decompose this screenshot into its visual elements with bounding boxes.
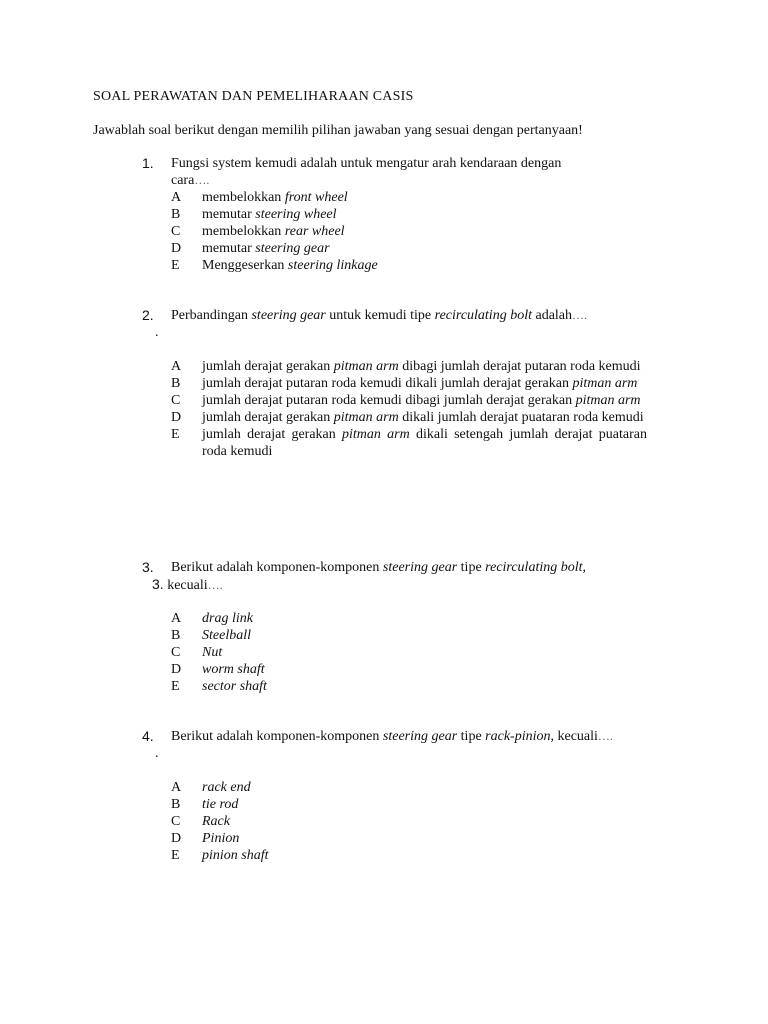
option-plain: jumlah derajat putaran roda kemudi dibagi jumlah derajat gerakan [202,393,576,408]
option-e[interactable] [171,257,647,274]
option-text: Nut [202,645,223,660]
option-italic: pitman arm [572,376,638,391]
question-number: 1. [142,155,154,171]
option-text [202,240,647,257]
option-letter: E [171,258,180,273]
question-stem [171,728,647,745]
option-text: Rack [202,814,230,829]
page-title: SOAL PERAWATAN DAN PEMELIHARAAN CASIS [93,89,414,104]
option-letter: B [171,628,181,643]
option-text: tie rod [202,797,239,812]
option-plain: Menggeserkan [202,258,288,273]
option-plain: memutar [202,207,256,222]
options-list [171,189,647,274]
option-italic: front wheel [284,190,348,205]
stem-ellipsis: …. [207,578,223,592]
question-number: 4. [142,728,154,744]
option-a[interactable] [171,358,647,375]
options-list [171,610,647,695]
stray-dot: . [155,325,159,340]
option-c[interactable] [171,392,647,409]
option-italic: pitman arm [333,410,399,425]
option-italic: rear wheel [284,224,345,239]
option-plain: dibagi jumlah derajat putaran roda kemudi [398,359,641,374]
question-number: 3. [142,559,154,575]
options-list [171,779,647,864]
option-text: sector shaft [202,679,267,694]
option-italic: steering wheel [255,207,337,222]
option-plain: membelokkan [202,224,285,239]
instruction-text: Jawablah soal berikut dengan memilih pilihan jawaban yang sesuai dengan pertanyaan! [93,123,583,138]
option-text: Steelball [202,628,251,643]
option-letter: B [171,376,181,391]
question-stem [171,155,647,189]
question-3 [142,559,647,695]
option-letter: B [171,797,181,812]
option-italic: pitman arm [333,359,399,374]
option-text [202,257,647,274]
option-b[interactable] [171,375,647,392]
option-letter: A [171,780,182,795]
option-plain: dikali setengah jumlah derajat puataran roda kemudi [202,427,647,459]
question-stem [171,559,647,576]
option-a[interactable] [171,189,647,206]
option-text: drag link [202,611,253,626]
option-a[interactable] [171,610,647,627]
option-italic: pitman arm [575,393,641,408]
option-plain: memutar [202,241,256,256]
option-e[interactable] [171,847,647,864]
question-number: 2. [142,307,154,323]
stem-text: tipe [457,560,486,575]
stray-dot: . [155,746,159,761]
option-letter: D [171,662,182,677]
option-c[interactable] [171,813,647,830]
question-stem [171,307,647,324]
option-letter: A [171,611,182,626]
option-plain: jumlah derajat gerakan [202,427,343,442]
stem-second-line [152,576,647,593]
option-d[interactable] [171,240,647,257]
stem-italic: steering gear [251,308,326,323]
option-plain: jumlah derajat gerakan [202,359,334,374]
option-e[interactable] [171,678,647,695]
option-text [202,375,647,392]
option-text: pinion shaft [202,848,269,863]
option-text [202,409,647,426]
option-d[interactable] [171,661,647,678]
stem-ellipsis: …. [597,729,613,743]
option-text [202,358,647,375]
option-text: worm shaft [202,662,265,677]
stem-ellipsis: …. [194,173,210,187]
stray-number: 3. [152,576,164,592]
stem-text: Perbandingan [171,308,252,323]
option-letter: D [171,241,182,256]
option-letter: C [171,645,181,660]
option-a[interactable] [171,779,647,796]
option-text [202,189,647,206]
stem-text: , kecuali [550,729,598,744]
option-plain: dikali jumlah derajat puataran roda kemudi [398,410,644,425]
option-plain: jumlah derajat gerakan [202,410,334,425]
option-b[interactable] [171,796,647,813]
option-letter: C [171,814,181,829]
option-d[interactable] [171,830,647,847]
option-d[interactable] [171,409,647,426]
option-b[interactable] [171,206,647,223]
stem-italic: steering gear [382,560,458,575]
option-letter: E [171,427,180,442]
option-c[interactable] [171,644,647,661]
stem-text: , [582,560,587,575]
options-list [171,358,647,460]
option-plain: membelokkan [202,190,285,205]
option-text: rack end [202,780,251,795]
option-text: Pinion [202,831,240,846]
stem-italic: recirculating bolt [485,560,583,575]
stem-text: Fungsi system kemudi adalah untuk mengatur arah kendaraan dengan [171,156,562,171]
option-letter: B [171,207,181,222]
stem-text: adalah [531,308,573,323]
question-4 [142,728,647,864]
option-plain: jumlah derajat putaran roda kemudi dikali jumlah derajat gerakan [202,376,573,391]
question-2 [142,307,647,460]
stem-text: tipe [457,729,486,744]
option-text [202,426,647,460]
option-b[interactable] [171,627,647,644]
option-letter: D [171,410,182,425]
stem-text: untuk kemudi tipe [325,308,435,323]
stem-italic: steering gear [382,729,458,744]
stem-italic: rack-pinion [485,729,551,744]
stem-italic: recirculating bolt [434,308,532,323]
option-text [202,392,647,409]
option-letter: C [171,393,181,408]
stem-ellipsis: …. [572,308,588,322]
option-text [202,223,647,240]
option-text [202,206,647,223]
option-italic: steering linkage [287,258,378,273]
stem-text: Berikut adalah komponen-komponen [171,560,383,575]
stem-text: Berikut adalah komponen-komponen [171,729,383,744]
option-letter: A [171,190,182,205]
option-italic: pitman arm [342,427,410,442]
stem-text: cara [171,173,195,188]
option-letter: A [171,359,182,374]
option-letter: D [171,831,182,846]
option-c[interactable] [171,223,647,240]
option-italic: steering gear [255,241,330,256]
question-1 [142,155,647,274]
option-e[interactable] [171,426,647,460]
option-letter: E [171,848,180,863]
stem-text: kecuali [163,578,208,593]
option-letter: E [171,679,180,694]
option-letter: C [171,224,181,239]
